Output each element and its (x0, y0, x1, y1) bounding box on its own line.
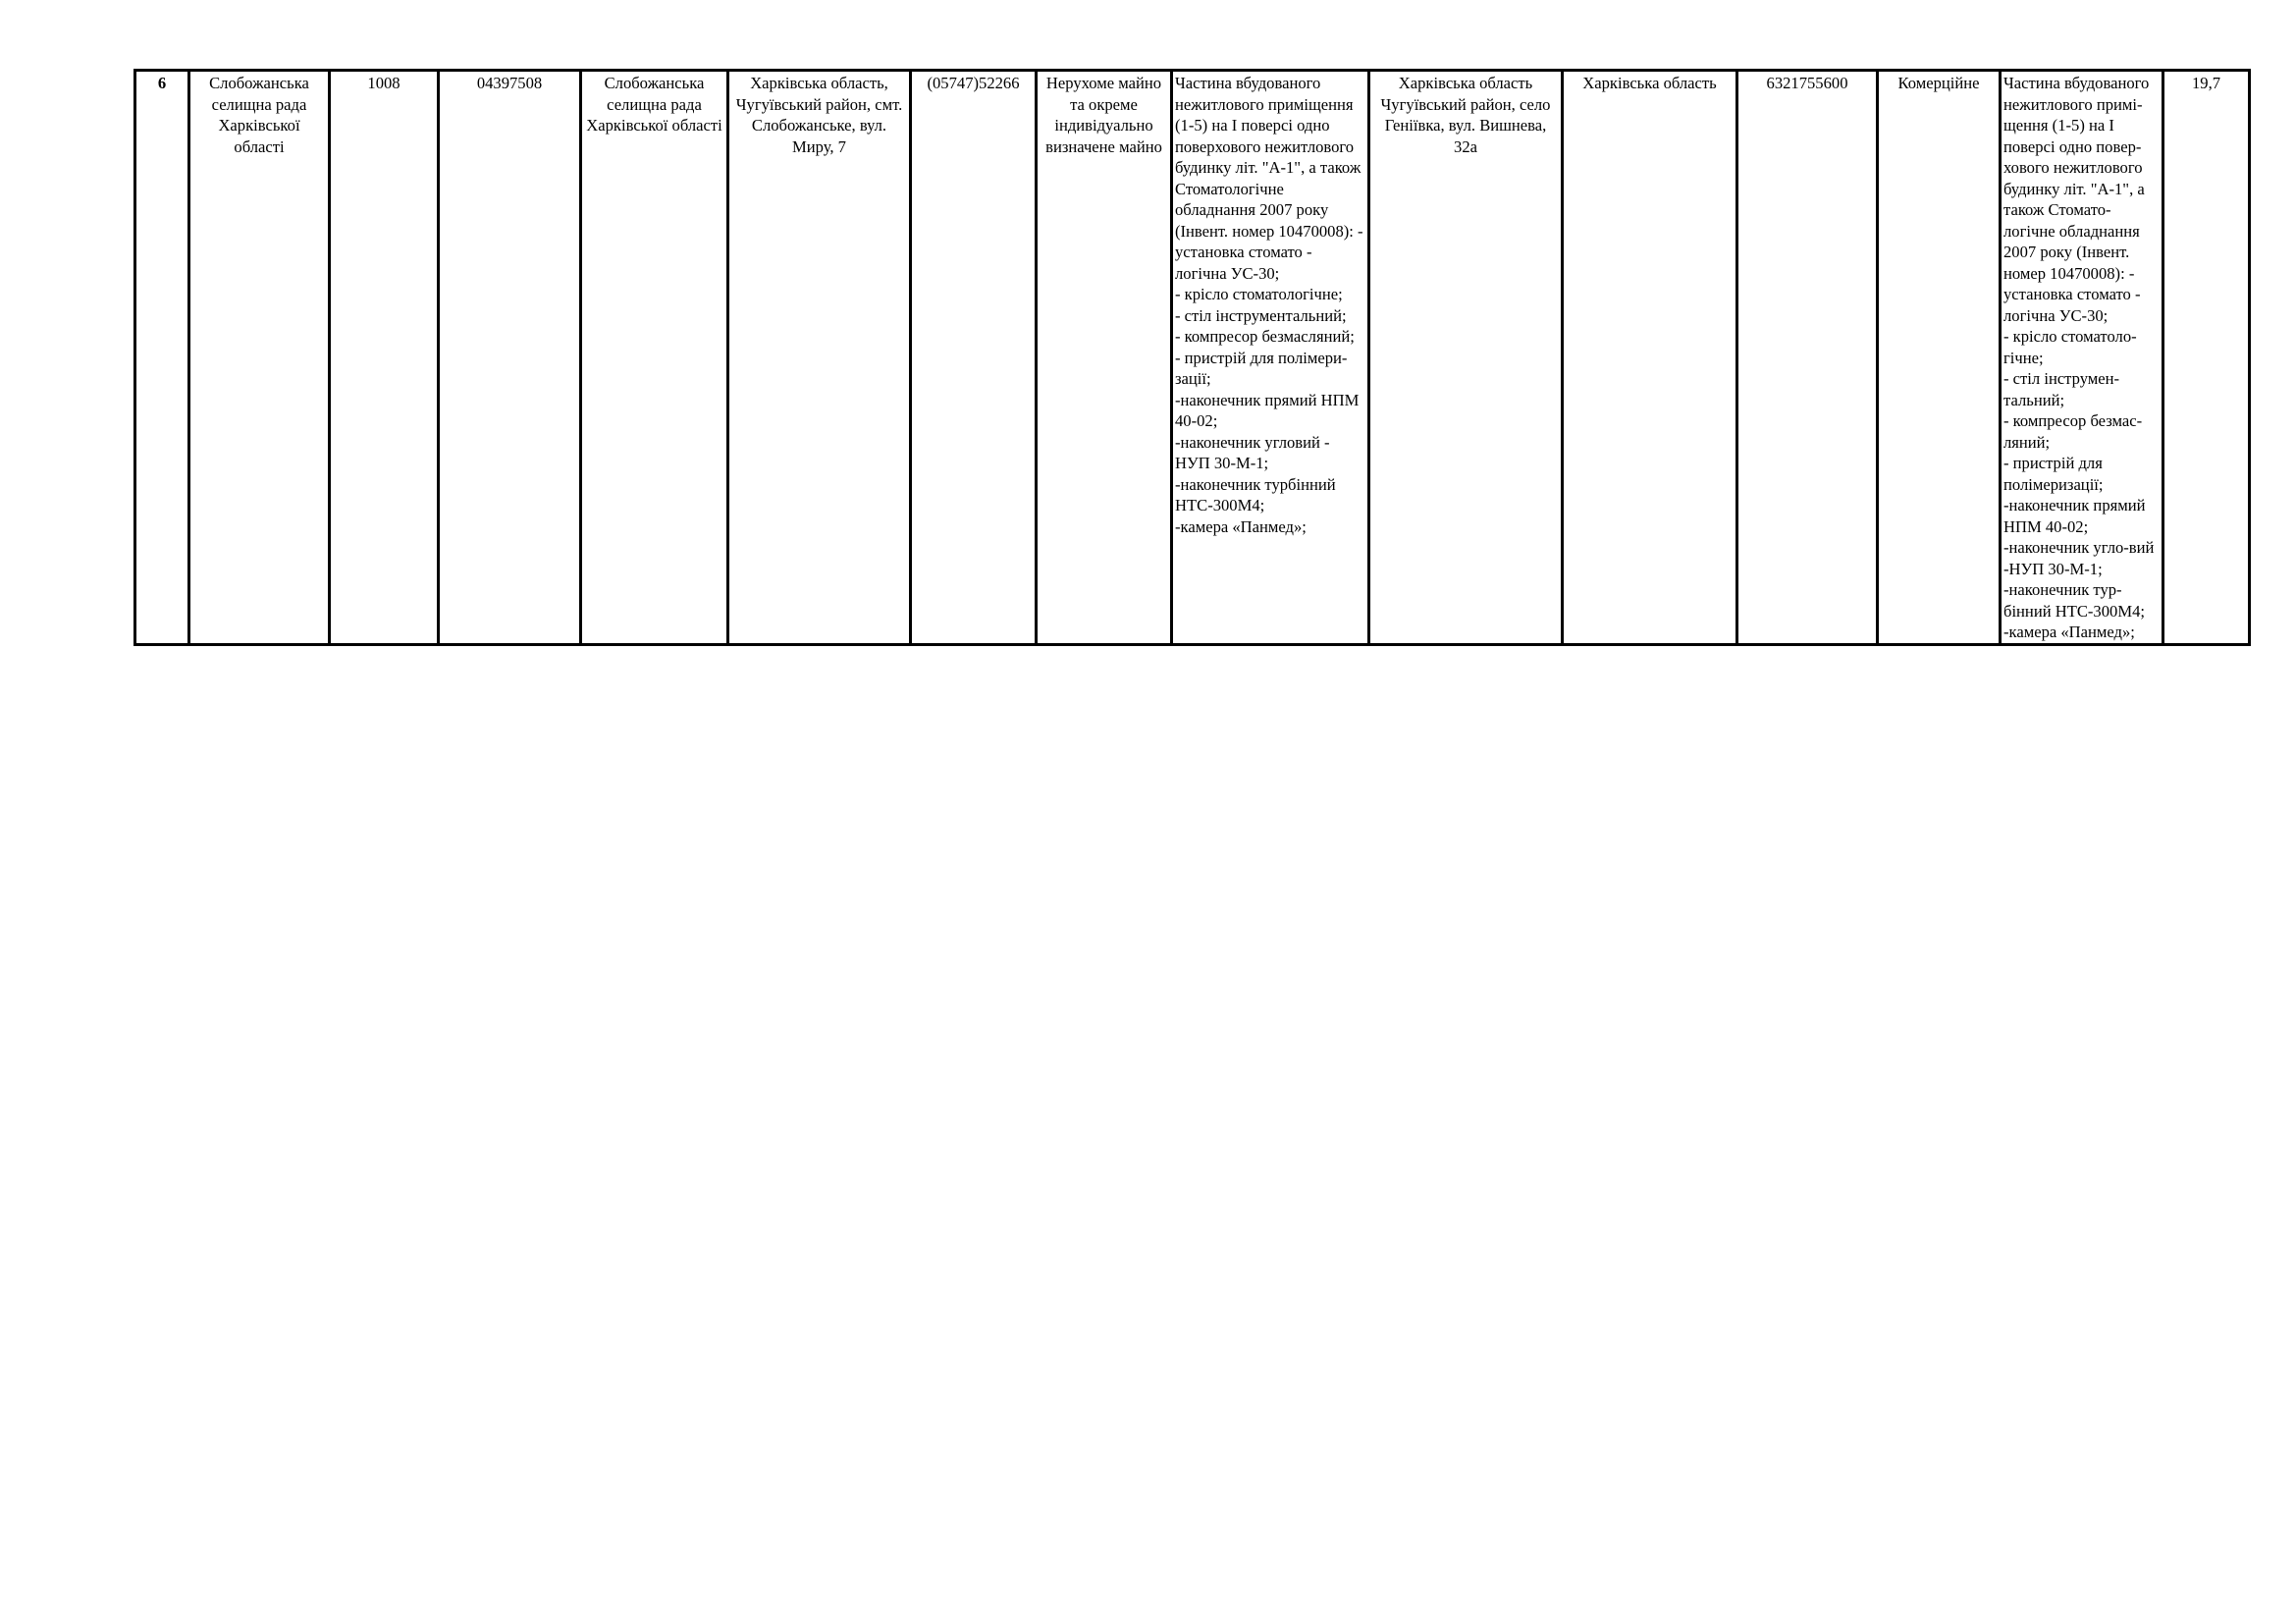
edrpou-cell: 04397508 (439, 71, 581, 645)
object-name-cell: Частина вбудованого нежитлового приміщення (1-5) на І поверсі одно поверхового нежитлового будинку літ. "А-1", а також Стоматологічне обладнання 2007 року (Інвент. номер 10470008): - установка стомато - логічна УС-30; - крісло стоматологічне; - стіл інструментальний; - компресор безмасляний; - пристрій для полімери- зації; -наконечник прямий НПМ 40-02; -наконечник угловий - НУП 30-М-1; -наконечник турбінний НТС-300М4; -камера «Панмед»; (1172, 71, 1369, 645)
koatuu-cell: 6321755600 (1737, 71, 1878, 645)
balance-holder-address-cell: Харківська область, Чугуївський район, смт. Слобожанське, вул. Миру, 7 (728, 71, 911, 645)
lease-registry-table (133, 69, 2251, 646)
code-cell: 1008 (330, 71, 439, 645)
balance-holder-cell: Слобожанська селищна рада Харківської області (581, 71, 728, 645)
area-cell: 19,7 (2163, 71, 2250, 645)
property-type-cell: Нерухоме майно та окреме індивідуально визначене майно (1037, 71, 1172, 645)
table-row (135, 71, 2250, 645)
row-number-cell: 6 (135, 71, 189, 645)
object-description-cell: Частина вбудованого нежитлового примі- щення (1-5) на І поверсі одно повер- хового нежитлового будинку літ. "А-1", а також Стомато- логічне обладнання 2007 року (Інвент. номер 10470008): - установка стомато - логічна УС-30; - крісло стоматоло- гічне; - стіл інструмен- тальний; - компресор безмас- ляний; - пристрій для полімеризації; -наконечник прямий НПМ 40-02; -наконечник угло-вий -НУП 30-М-1; -наконечник тур- бінний НТС-300М4; -камера «Панмед»; (2001, 71, 2163, 645)
object-address-cell: Харківська область Чугуївський район, село Геніївка, вул. Вишнева, 32а (1369, 71, 1563, 645)
lessor-name-cell: Слобожанська селищна рада Харківської області (189, 71, 330, 645)
usage-cell: Комерційне (1878, 71, 2001, 645)
phone-cell: (05747)52266 (911, 71, 1037, 645)
document-page (133, 69, 2251, 646)
region-cell: Харківська область (1563, 71, 1737, 645)
